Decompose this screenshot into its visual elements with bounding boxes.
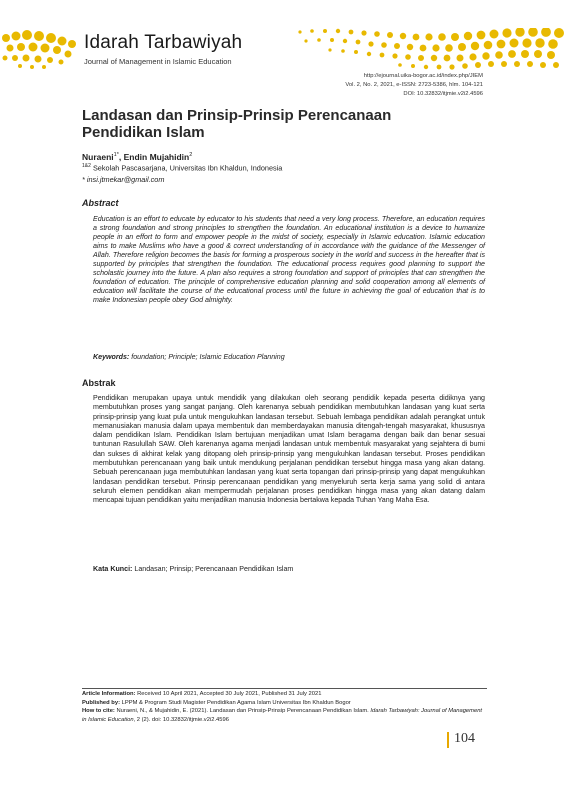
doi-link[interactable]: DOI: 10.32832/itjmie.v2i2.4596: [403, 91, 483, 97]
author-name: Endin Mujahidin: [123, 152, 190, 162]
abstract-heading: Abstract: [82, 198, 119, 208]
how-to-cite-label: How to cite:: [82, 708, 115, 714]
publisher-info: [82, 699, 487, 708]
author-list: [82, 152, 192, 162]
article-title: [82, 107, 462, 141]
title-line: Landasan dan Prinsip-Prinsip Perencanaan: [82, 107, 392, 124]
affiliation-superscript: 1&2: [82, 163, 91, 169]
journal-url-link[interactable]: http://ejournal.uika-bogor.ac.id/index.php/JIEM: [363, 73, 483, 79]
keywords-label: Keywords:: [93, 353, 130, 361]
abstract-english-text: Education is an effort to educate by educator to his students that need a very long process. Therefore, an education requires a strong foundation and strong principles to strengthen the foundation. An educational institution is a device to humanize people in an effort to form and empower people in the midst of society, especially in Islamic education. Islamic education aims to make Muslims who have a good & correct understanding of in accordance with the guidance of the Messenger of Allah. Therefore religion becomes the basis for forming a prosperous society in the world and success in the hereafter that is supported by principles that strengthen the foundation. The educational process requires good planning to support the scholastic journey into the future. A plan also requires a strong foundation and support of principles that can strengthen the foundation of education. The principle of comprehensive education planning and solid cooperation among all elements of education will facilitate the course of the educational process until the future in achieving the goal of education that is to make Indonesian people obey God almighty.: [93, 215, 485, 305]
abstract-indonesian-text: Pendidikan merupakan upaya untuk mendidik yang dilakukan oleh seorang pendidik kepada peserta didiknya yang membutuhkan proses yang sangat panjang. Oleh karenanya sebuah pendidikan membutuhkan landasan yang kuat serta prinsip-prinsip yang kuat pula untuk mengukuhkan landasan tersebut. Sebuah lembaga pendidikan adalah perangkat untuk memanusiakan manusia dalam upaya membentuk dan memberdayakan manusia ditengah-tengah masyarakat, khususnya dalam pendidikan Islam. Pendidikan Islam bertujuan menjadikan umat Islam beragama dengan baik dan benar sesuai tuntunan Rasulullah SAW. Oleh karenanya agama menjadi landasan untuk membentuk masyarakat yang sejahtera di bumi dan sukses di akhirat kelak yang ditopang oleh prinsip-prinsip yang mengukuhkan landasan tersebut. Proses pendidikan membutuhkan perencanaan yang baik untuk mendukung perjalanan pendidikan tersebut hingga masa yang akan datang. Sebuah perencanaan juga membutuhkan landasan yang kuat serta topangan dari prinsip-prinsip yang dapat mengukuhkan landasan pendidikan tersebut. Prinsip perencanaan pendidikan yang menyeluruh serta kerja sama yang solid di antara seluruh elemen pendidikan akan mempermudah perjalanan proses pendidikan hingga masa yang akan datang dalam mencapai tujuan pendidikan yaitu menjadikan manusia Indonesia bertakwa kepada Tuhan Yang Maha Esa.: [93, 394, 485, 505]
published-by-label: Published by:: [82, 699, 121, 706]
kata-kunci-label: Kata Kunci:: [93, 565, 133, 573]
footer-divider: [82, 688, 487, 689]
article-meta: [345, 72, 483, 99]
corresponding-email[interactable]: * insi.jtmekar@gmail.com: [82, 175, 165, 184]
abstrak-heading: Abstrak: [82, 378, 116, 388]
keywords-indonesian: [93, 565, 293, 573]
affiliation-text: Sekolah Pascasarjana, Universitas Ibn Khaldun, Indonesia: [92, 163, 283, 173]
affiliation: [82, 163, 282, 172]
author-superscript: 2: [189, 152, 193, 159]
article-information-label: Article Information:: [82, 691, 136, 697]
author-name: Nuraeni: [82, 152, 114, 162]
citation-journal: Idarah Tarbawiyah: Journal of Management in Islamic Education: [82, 708, 483, 723]
title-line: Pendidikan Islam: [82, 124, 205, 141]
keywords-value: foundation; Principle; Islamic Education Planning: [131, 353, 285, 361]
journal-name: Idarah Tarbawiyah: [84, 32, 243, 53]
author-separator: ,: [118, 152, 124, 162]
author-superscript: 1*: [113, 152, 119, 159]
article-information: [82, 690, 487, 699]
citation-info: [82, 707, 487, 724]
page-number-accent: [447, 732, 449, 748]
citation-tail: , 2 (2). doi: 10.32832/itjmie.v2i2.4596: [133, 716, 229, 723]
journal-subtitle: Journal of Management in Islamic Education: [84, 57, 232, 66]
article-information-value: Received 10 April 2021, Accepted 30 July 2021, Published 31 July 2021: [137, 691, 322, 697]
kata-kunci-value: Landasan; Prinsip; Perencanaan Pendidikan Islam: [134, 565, 294, 573]
volume-info: Vol. 2, No. 2, 2021, e-ISSN: 2723-5386, hlm. 104-121: [345, 82, 483, 88]
article-footer: [82, 690, 487, 724]
page-number: 104: [454, 731, 475, 746]
keywords-english: [93, 353, 285, 361]
citation-text: Nuraeni, N., & Mujahidin, E. (2021). Landasan dan Prinsip-Prinsip Perencanaan Pendidikan Islam.: [116, 708, 369, 714]
published-by-value: LPPM & Program Studi Magister Pendidikan Agama Islam Universitas Ibn Khaldun Bogor: [121, 699, 351, 706]
